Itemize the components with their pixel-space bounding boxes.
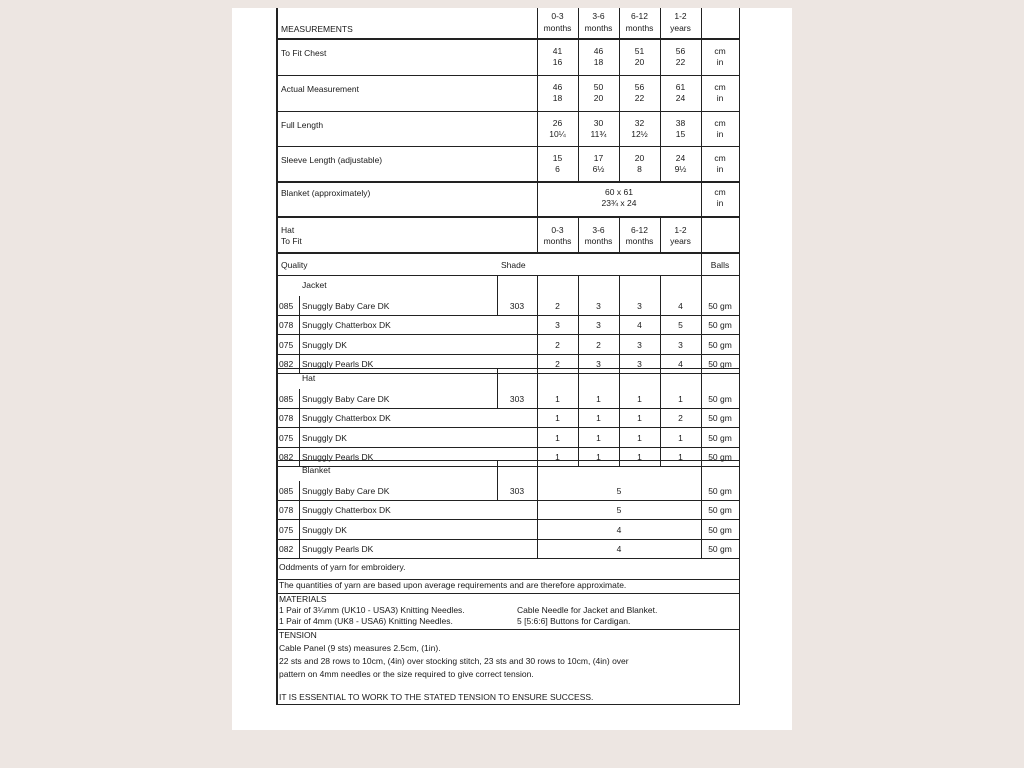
yarn-group-title: Jacket [302, 280, 327, 290]
unit-in: in [716, 198, 724, 208]
unit-in: in [716, 57, 724, 67]
measurement-cm-value: 50 [593, 82, 604, 92]
yarn-quantity: 1 [637, 413, 642, 424]
measurement-in-value: 12½ [631, 129, 648, 139]
yarn-code: 078 [279, 320, 294, 331]
measurement-in-value: 10¼ [549, 129, 566, 139]
measurement-label: Actual Measurement [281, 84, 359, 94]
col-divider-1 [537, 8, 538, 216]
code-divider [299, 481, 300, 500]
measurement-label: Sleeve Length (adjustable) [281, 155, 383, 165]
code-divider [299, 447, 300, 466]
ball-weight: 50 gm [708, 320, 732, 331]
measurement-cm-value: 30 [593, 118, 604, 128]
measurement-in-value: 18 [552, 93, 563, 103]
unit-cm: cm [714, 153, 726, 163]
size-header-unit: years [670, 23, 691, 33]
measurement-row-divider [277, 111, 739, 112]
code-divider [299, 389, 300, 408]
ball-weight: 50 gm [708, 524, 732, 535]
yarn-code: 075 [279, 432, 294, 443]
yarn-quantity: 5 [616, 505, 622, 516]
measurement-row-divider [277, 181, 739, 183]
measurement-cm-value: 20 [634, 153, 645, 163]
yarn-row-divider [277, 408, 739, 409]
quantities-note: The quantities of yarn are based upon average requirements and are therefore approximate. [279, 580, 627, 590]
measurement-in-value: 18 [593, 57, 604, 67]
size-header-unit: months [584, 23, 613, 33]
yarn-quantity: 3 [678, 339, 683, 350]
code-divider [299, 500, 300, 519]
oddments-note: Oddments of yarn for embroidery. [279, 562, 406, 572]
hat-header-divider [277, 252, 739, 254]
col-divider-units [701, 8, 702, 216]
measurement-row-divider [277, 146, 739, 147]
measurement-in-value: 16 [552, 57, 563, 67]
yarn-name: Snuggly Chatterbox DK [302, 505, 391, 516]
hat-header-title: Hat [281, 225, 295, 235]
yarn-header-divider [277, 275, 739, 276]
yarn-row-divider [277, 466, 739, 467]
ball-weight: 50 gm [708, 451, 732, 462]
yarn-row-divider [277, 427, 739, 428]
shade-cell-rule [497, 460, 498, 500]
shade-code: 303 [509, 486, 525, 496]
size-header-unit: months [625, 236, 654, 246]
col-divider [619, 8, 620, 181]
shade-code: 303 [509, 301, 525, 311]
yarn-name: Snuggly Baby Care DK [302, 394, 390, 404]
yarn-name: Snuggly Pearls DK [302, 451, 374, 462]
yarn-quantity: 3 [637, 301, 642, 311]
blanket-divider [277, 216, 739, 218]
balls-header: Balls [710, 260, 730, 270]
measurement-cm-value: 46 [593, 46, 604, 56]
yarn-code: 085 [279, 394, 294, 404]
yarn-quantity: 4 [616, 543, 622, 554]
unit-cm: cm [714, 187, 726, 197]
yarn-name: Snuggly Pearls DK [302, 543, 374, 554]
yarn-quantity: 1 [596, 432, 601, 443]
yarn-quantity: 1 [555, 451, 560, 462]
yarn-quantity: 4 [678, 301, 683, 311]
yarn-code: 075 [279, 339, 294, 350]
yarn-quantity: 1 [555, 394, 560, 404]
measurement-cm-value: 38 [675, 118, 686, 128]
yarn-row-divider [277, 539, 739, 540]
measurement-in-value: 9½ [674, 164, 687, 174]
code-divider [299, 427, 300, 446]
size-header-age: 3-6 [592, 225, 605, 235]
code-divider [299, 408, 300, 427]
measurement-row-divider [277, 75, 739, 76]
unit-cm: cm [714, 118, 726, 128]
yarn-code: 085 [279, 486, 294, 496]
tension-divider [277, 629, 739, 630]
yarn-quantity: 2 [596, 339, 601, 350]
measurement-in-value: 20 [593, 93, 604, 103]
yarn-quantity: 1 [678, 394, 683, 404]
ball-weight: 50 gm [708, 432, 732, 443]
tension-essential: IT IS ESSENTIAL TO WORK TO THE STATED TENSION TO ENSURE SUCCESS. [279, 692, 594, 702]
yarn-quantity: 1 [637, 394, 642, 404]
measurement-cm-value: 15 [552, 153, 563, 163]
size-header-unit: months [584, 236, 613, 246]
yarn-code: 085 [279, 301, 294, 311]
ball-weight: 50 gm [708, 339, 732, 350]
ball-weight: 50 gm [708, 301, 732, 311]
quantity-block-rule [537, 275, 538, 373]
tension-line: 22 sts and 28 rows to 10cm, (4in) over stocking stitch, 23 sts and 30 rows to 10cm, (4in) over [279, 656, 629, 666]
yarn-name: Snuggly Pearls DK [302, 358, 374, 369]
pattern-table [276, 8, 740, 705]
yarn-quantity: 2 [678, 413, 683, 424]
yarn-quantity: 1 [596, 394, 601, 404]
measurement-cm-value: 51 [634, 46, 645, 56]
col-divider [578, 275, 579, 373]
yarn-code: 075 [279, 524, 294, 535]
yarn-quantity: 5 [616, 486, 622, 496]
tension-title: TENSION [279, 630, 317, 640]
material-extra: 5 [5:6:6] Buttons for Cardigan. [517, 616, 631, 626]
yarn-quantity: 1 [596, 451, 601, 462]
material-needle: 1 Pair of 3¼mm (UK10 - USA3) Knitting Needles. [279, 605, 465, 615]
size-header-age: 6-12 [630, 11, 648, 21]
yarn-quantity: 3 [637, 339, 642, 350]
quantity-block-rule [537, 460, 538, 558]
material-needle: 1 Pair of 4mm (UK8 - USA6) Knitting Needles. [279, 616, 453, 626]
size-header-age: 6-12 [630, 225, 648, 235]
tension-line: pattern on 4mm needles or the size required to give correct tension. [279, 669, 534, 679]
measurement-in-value: 22 [675, 57, 686, 67]
size-header-unit: months [543, 236, 572, 246]
measurement-in-value: 20 [634, 57, 645, 67]
yarn-quantity: 1 [678, 451, 683, 462]
yarn-quantity: 1 [637, 432, 642, 443]
measurement-in-value: 24 [675, 93, 686, 103]
measurements-title: MEASUREMENTS [281, 24, 353, 34]
yarn-name: Snuggly DK [302, 432, 347, 443]
material-extra: Cable Needle for Jacket and Blanket. [517, 605, 658, 615]
col-divider [660, 275, 661, 373]
size-header-age: 0-3 [551, 11, 564, 21]
yarn-quantity: 1 [555, 413, 560, 424]
measurement-cm-value: 61 [675, 82, 686, 92]
yarn-name: Snuggly Baby Care DK [302, 486, 390, 496]
yarn-row-divider [277, 447, 739, 448]
col-divider [537, 216, 538, 252]
yarn-code: 082 [279, 358, 294, 369]
shade-header: Shade [501, 260, 526, 270]
col-divider-units [701, 216, 702, 252]
yarn-quantity: 3 [596, 301, 601, 311]
yarn-quantity: 2 [555, 301, 560, 311]
col-divider [578, 368, 579, 466]
unit-in: in [716, 129, 724, 139]
group-divider [277, 368, 739, 369]
code-divider [299, 334, 300, 353]
ball-weight: 50 gm [708, 394, 732, 404]
measurement-cm-value: 32 [634, 118, 645, 128]
size-header-age: 0-3 [551, 225, 564, 235]
quantity-block-rule [537, 368, 538, 466]
yarn-quantity: 1 [555, 432, 560, 443]
yarn-quantity: 3 [555, 320, 560, 331]
shade-cell-rule [497, 368, 498, 408]
measurement-in-value: 15 [675, 129, 686, 139]
measurement-in-value: 6 [555, 164, 560, 174]
col-divider [660, 216, 661, 252]
outer-left-rule [277, 8, 278, 704]
col-divider [619, 275, 620, 373]
tension-line: Cable Panel (9 sts) measures 2.5cm, (1in). [279, 643, 441, 653]
measurement-cm-value: 17 [593, 153, 604, 163]
yarn-row-divider [277, 354, 739, 355]
yarn-quantity: 1 [637, 451, 642, 462]
yarn-code: 082 [279, 451, 294, 462]
blanket-cm-value: 60 x 61 [605, 187, 633, 197]
measurement-in-value: 6½ [592, 164, 605, 174]
col-divider [619, 368, 620, 466]
header-divider [277, 38, 739, 40]
measurement-cm-value: 41 [552, 46, 563, 56]
unit-cm: cm [714, 82, 726, 92]
code-divider [299, 315, 300, 334]
code-divider [299, 296, 300, 315]
yarn-quantity: 1 [678, 432, 683, 443]
yarn-row-divider [277, 500, 739, 501]
ball-weight: 50 gm [708, 413, 732, 424]
yarn-quantity: 4 [616, 524, 622, 535]
yarn-row-divider [277, 315, 739, 316]
yarn-name: Snuggly Baby Care DK [302, 301, 390, 311]
yarn-code: 082 [279, 543, 294, 554]
blanket-in-value: 23¾ x 24 [601, 198, 637, 208]
measurement-cm-value: 24 [675, 153, 686, 163]
measurement-in-value: 8 [637, 164, 642, 174]
yarn-group-title: Hat [302, 373, 316, 383]
size-header-age: 1-2 [674, 225, 687, 235]
ball-weight: 50 gm [708, 486, 732, 496]
yarn-code: 078 [279, 505, 294, 516]
code-divider [299, 354, 300, 373]
yarn-row-divider [277, 558, 739, 559]
measurement-label: Full Length [281, 120, 324, 130]
yarn-group-title: Blanket [302, 465, 331, 475]
measurement-label: To Fit Chest [281, 48, 327, 58]
col-divider [660, 8, 661, 181]
measurement-cm-value: 56 [675, 46, 686, 56]
quality-header: Quality [281, 260, 308, 270]
yarn-quantity: 3 [596, 358, 601, 369]
yarn-name: Snuggly Chatterbox DK [302, 320, 391, 331]
materials-title: MATERIALS [279, 594, 327, 604]
yarn-quantity: 2 [555, 358, 560, 369]
shade-code: 303 [509, 394, 525, 404]
size-header-age: 3-6 [592, 11, 605, 21]
blanket-measure-label: Blanket (approximately) [281, 188, 371, 198]
code-divider [299, 539, 300, 558]
yarn-name: Snuggly DK [302, 339, 347, 350]
hat-header-subtitle: To Fit [281, 236, 302, 246]
group-divider [277, 460, 739, 461]
size-header-unit: months [543, 23, 572, 33]
size-header-unit: years [670, 236, 691, 246]
yarn-quantity: 3 [596, 320, 601, 331]
col-divider [578, 216, 579, 252]
yarn-quantity: 2 [555, 339, 560, 350]
unit-in: in [716, 164, 724, 174]
yarn-name: Snuggly DK [302, 524, 347, 535]
yarn-quantity: 5 [678, 320, 683, 331]
yarn-row-divider [277, 373, 739, 374]
ball-weight: 50 gm [708, 358, 732, 369]
yarn-row-divider [277, 519, 739, 520]
code-divider [299, 519, 300, 538]
measurement-cm-value: 26 [552, 118, 563, 128]
measurement-cm-value: 56 [634, 82, 645, 92]
ball-weight: 50 gm [708, 505, 732, 516]
col-divider [660, 368, 661, 466]
yarn-code: 078 [279, 413, 294, 424]
ball-weight: 50 gm [708, 543, 732, 554]
measurement-in-value: 22 [634, 93, 645, 103]
yarn-quantity: 1 [596, 413, 601, 424]
measurement-in-value: 11¾ [590, 129, 607, 139]
yarn-quantity: 4 [678, 358, 683, 369]
unit-cm: cm [714, 46, 726, 56]
shade-cell-rule [497, 275, 498, 315]
measurement-cm-value: 46 [552, 82, 563, 92]
yarn-name: Snuggly Chatterbox DK [302, 413, 391, 424]
materials-divider [277, 593, 739, 594]
unit-in: in [716, 93, 724, 103]
col-divider [578, 8, 579, 181]
size-header-unit: months [625, 23, 654, 33]
size-header-age: 1-2 [674, 11, 687, 21]
yarn-quantity: 4 [637, 320, 642, 331]
col-divider [619, 216, 620, 252]
yarn-quantity: 3 [637, 358, 642, 369]
yarn-row-divider [277, 334, 739, 335]
pattern-page [232, 8, 792, 730]
